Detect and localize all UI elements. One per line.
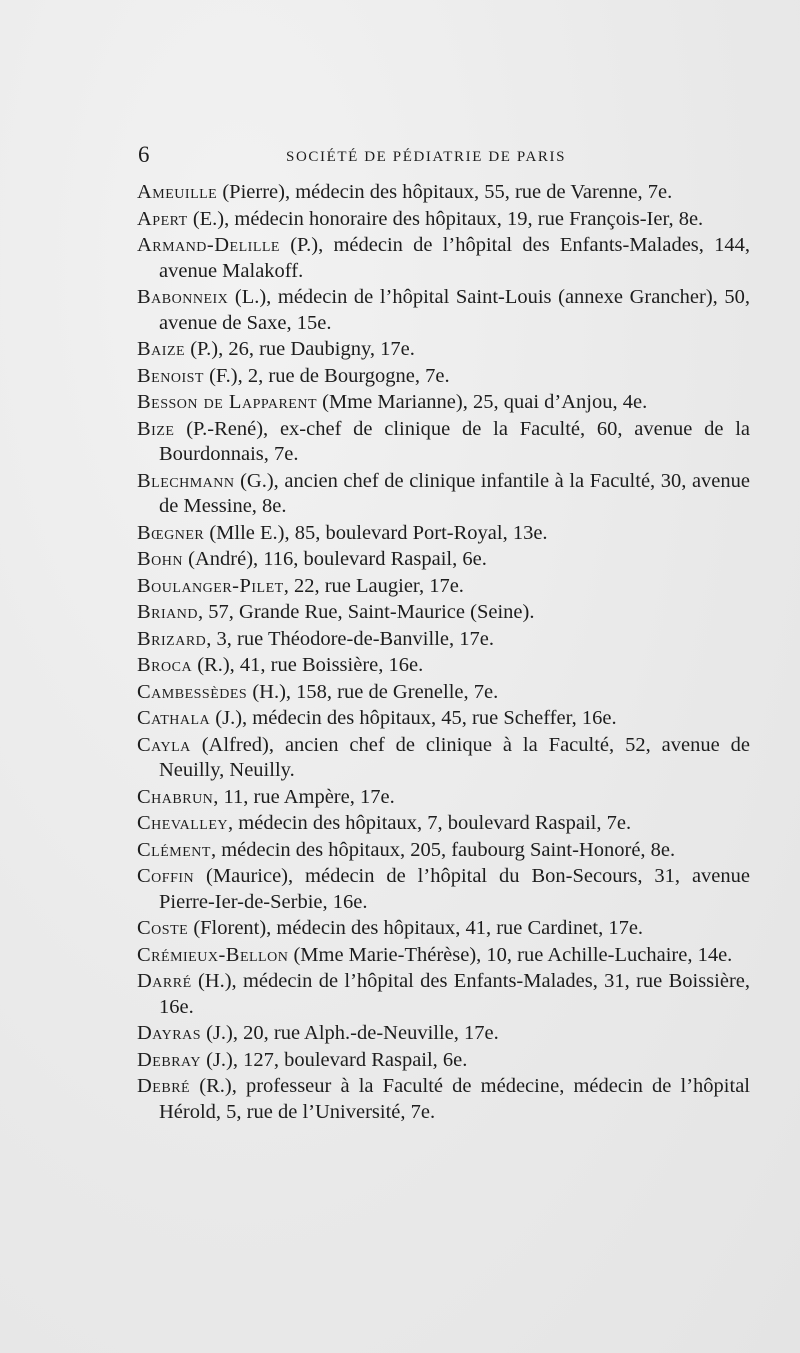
member-details: , 11, rue Ampère, 17e. — [213, 785, 395, 808]
member-details: (Alfred), ancien chef de clinique à la Faculté, 52, avenue de Neuilly, Neuilly. — [159, 733, 750, 781]
member-details: (André), 116, boulevard Raspail, 6e. — [183, 548, 487, 570]
member-details: (L.), médecin de l’hôpital Saint-Louis (annexe Grancher), 50, avenue de Saxe, 15e. — [159, 286, 750, 334]
member-name: Coste — [137, 917, 189, 939]
member-entry — [137, 390, 750, 416]
member-entry — [137, 864, 750, 915]
member-details: (H.), 158, rue de Grenelle, 7e. — [247, 680, 499, 703]
member-details: (R.), 41, rue Boissière, 16e. — [192, 654, 424, 676]
member-entry — [137, 417, 750, 468]
member-entry — [137, 285, 750, 336]
member-name: Clément — [137, 838, 211, 861]
member-entry — [137, 969, 750, 1020]
member-entry — [137, 600, 750, 626]
member-name: Chevalley — [137, 812, 229, 834]
member-entry — [137, 653, 750, 679]
member-details: (Mme Marianne), 25, quai d’Anjou, 4e. — [317, 391, 648, 413]
member-details: (Mlle E.), 85, boulevard Port-Royal, 13e. — [204, 521, 548, 544]
member-details: (H.), médecin de l’hôpital des Enfants-Malades, 31, rue Boissière, 16e. — [159, 970, 750, 1018]
member-entry — [137, 364, 750, 390]
member-details: , médecin des hôpitaux, 7, boulevard Raspail, 7e. — [228, 812, 632, 834]
member-name: Debré — [137, 1075, 191, 1097]
member-details: (Maurice), médecin de l’hôpital du Bon-Secours, 31, avenue Pierre-Ier-de-Serbie, 16e. — [159, 865, 750, 913]
member-details: , 3, rue Théodore-de-Banville, 17e. — [206, 627, 494, 650]
member-name: Dayras — [137, 1022, 201, 1044]
page-number: 6 — [138, 142, 150, 167]
member-entry — [137, 547, 750, 573]
member-entry — [137, 207, 750, 233]
member-name: Broca — [137, 654, 193, 676]
member-entry — [137, 733, 750, 784]
member-name: Bize — [137, 417, 175, 440]
member-name: Briand — [137, 601, 199, 623]
member-details: (F.), 2, rue de Bourgogne, 7e. — [203, 364, 450, 387]
member-details: (J.), 127, boulevard Raspail, 6e. — [200, 1048, 468, 1071]
member-name: Armand-Delille — [137, 234, 280, 256]
member-details: (P.-René), ex-chef de clinique de la Faculté, 60, avenue de la Bourdonnais, 7e. — [159, 417, 750, 465]
member-name: Benoist — [137, 364, 204, 387]
member-name: Brizard — [137, 627, 207, 650]
member-name: Besson de Lapparent — [137, 391, 318, 413]
member-name: Bohn — [137, 548, 184, 570]
page-header — [138, 140, 748, 170]
member-name: Chabrun — [137, 785, 214, 808]
member-name: Debray — [137, 1048, 201, 1071]
member-details: (P.), 26, rue Daubigny, 17e. — [185, 338, 415, 360]
member-details: (E.), médecin honoraire des hôpitaux, 19, rue François-Ier, 8e. — [187, 207, 704, 230]
member-name: Apert — [137, 207, 188, 230]
member-details: (Pierre), médecin des hôpitaux, 55, rue de Varenne, 7e. — [217, 181, 673, 203]
member-name: Baize — [137, 338, 186, 360]
member-entry — [137, 1074, 750, 1125]
member-list — [137, 180, 750, 1126]
member-name: Boulanger-Pilet — [137, 574, 284, 597]
member-details: , 22, rue Laugier, 17e. — [283, 574, 464, 597]
member-details: , médecin des hôpitaux, 205, faubourg Saint-Honoré, 8e. — [210, 838, 676, 861]
member-entry — [137, 916, 750, 942]
member-entry — [137, 811, 750, 837]
member-name: Blechmann — [137, 469, 235, 492]
member-name: Cayla — [137, 733, 191, 756]
member-entry — [137, 233, 750, 284]
member-entry — [137, 680, 750, 706]
member-details: , 57, Grande Rue, Saint-Maurice (Seine). — [198, 601, 535, 623]
member-entry — [137, 521, 750, 547]
member-details: (Mme Marie-Thérèse), 10, rue Achille-Luchaire, 14e. — [288, 943, 733, 966]
member-entry — [137, 706, 750, 732]
member-name: Coffin — [137, 865, 195, 887]
member-entry — [137, 1021, 750, 1047]
member-details: (J.), médecin des hôpitaux, 45, rue Scheffer, 16e. — [210, 707, 617, 729]
member-entry — [137, 838, 750, 864]
member-name: Babonneix — [137, 286, 229, 308]
member-details: (R.), professeur à la Faculté de médecine, médecin de l’hôpital Hérold, 5, rue de l’Université, 7e. — [159, 1075, 750, 1123]
member-entry — [137, 180, 750, 206]
member-details: (Florent), médecin des hôpitaux, 41, rue Cardinet, 17e. — [188, 917, 644, 939]
member-name: Bœgner — [137, 521, 205, 544]
member-entry — [137, 627, 750, 653]
member-name: Cambessèdes — [137, 680, 248, 703]
member-name: Darré — [137, 970, 192, 992]
member-entry — [137, 943, 750, 969]
member-details: (P.), médecin de l’hôpital des Enfants-Malades, 144, avenue Malakoff. — [159, 234, 750, 282]
member-name: Ameuille — [137, 181, 218, 203]
member-name: Cathala — [137, 707, 211, 729]
member-details: (J.), 20, rue Alph.-de-Neuville, 17e. — [200, 1022, 499, 1044]
member-name: Crémieux-Bellon — [137, 943, 289, 966]
member-entry — [137, 785, 750, 811]
running-title: SOCIÉTÉ DE PÉDIATRIE DE PARIS — [286, 149, 567, 165]
member-entry — [137, 1048, 750, 1074]
member-entry — [137, 469, 750, 520]
member-details: (G.), ancien chef de clinique infantile à la Faculté, 30, avenue de Messine, 8e. — [159, 469, 750, 517]
member-entry — [137, 337, 750, 363]
member-entry — [137, 574, 750, 600]
